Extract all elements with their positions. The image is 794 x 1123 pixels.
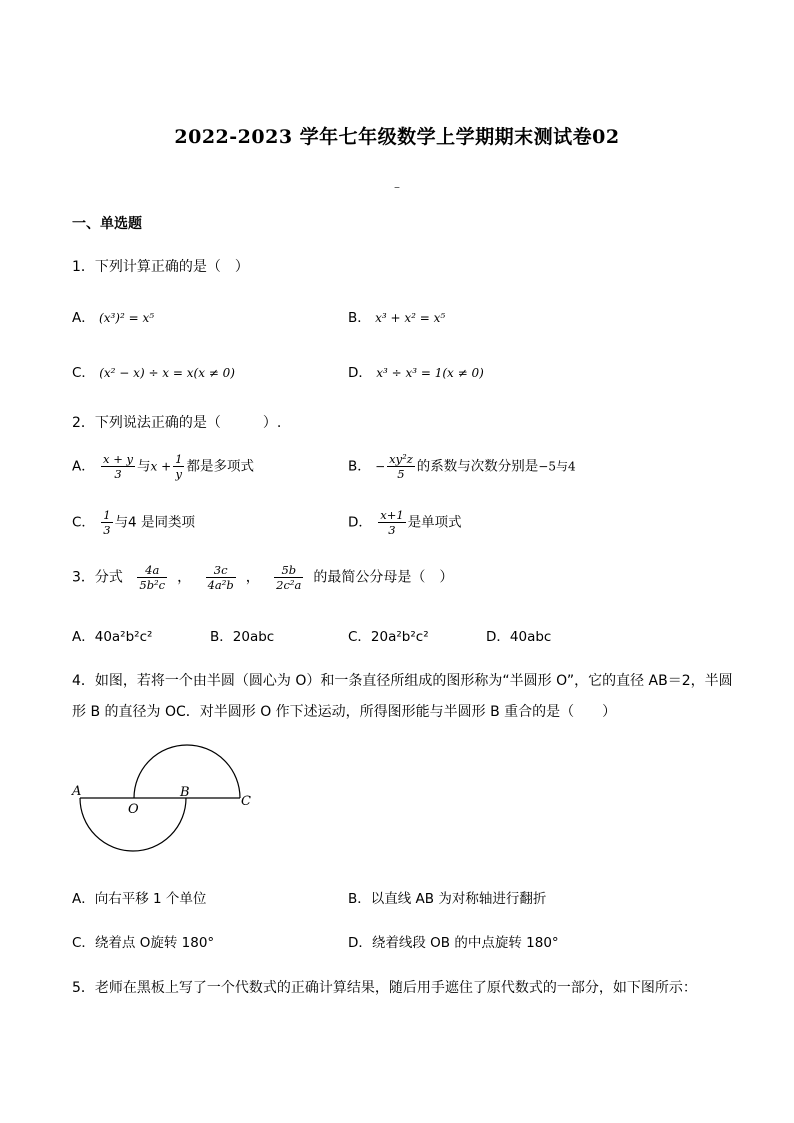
question-4-line-1: 4．如图，若将一个由半圆（圆心为 O）和一条直径所组成的图形称为“半圆形 O”，它的直径 AB＝2，半圆 [72, 673, 733, 689]
fraction: $\frac{1}{y}$ [175, 452, 183, 481]
question-1-option-b[interactable] [348, 306, 445, 326]
point-c-label: C [241, 794, 251, 809]
option-label: D． [348, 365, 372, 381]
question-2-option-c[interactable]: C． $\frac{1}{3}$ 与4 是同类项 [72, 508, 195, 537]
option-label: C． [72, 514, 95, 531]
page-title: 2022-2023 学年七年级数学上学期期末测试卷02 [174, 126, 620, 148]
semicircle-figure [60, 735, 270, 860]
option-label: B． [348, 310, 371, 326]
point-a-label: A [72, 784, 82, 799]
question-1-option-d[interactable] [348, 361, 484, 381]
question-3-stem: 3．分式 $\frac{4a}{\text{5b²c}}$ ， $\frac{3c}{\text{4a²b}}$ ， $\frac{5b}{\text{2c²a}}$ 的最简公分母是（ ） [72, 563, 454, 592]
option-label: A． [72, 458, 95, 475]
question-4-option-c[interactable]: C．绕着点 O旋转 180° [72, 935, 215, 951]
fraction: $\frac{4a}{\text{5b²c}}$ [139, 563, 166, 592]
question-2-option-b[interactable]: B． − $\frac{\text{xy²z}}{5}$ 的系数与次数分别是−5与4 [348, 452, 576, 481]
question-1-option-a[interactable] [72, 306, 154, 326]
question-3-option-c[interactable]: C．20a²b²c² [348, 629, 429, 645]
option-label: D． [348, 514, 372, 531]
question-1-option-c[interactable] [72, 361, 235, 381]
question-4-option-b[interactable]: B．以直线 AB 为对称轴进行翻折 [348, 891, 547, 907]
question-3-option-a[interactable]: A．40a²b²c² [72, 629, 153, 645]
fraction: $\frac{x+1}{3}$ [380, 508, 404, 537]
question-2-option-a[interactable]: A． $\frac{x + y}{3}$ 与x + $\frac{1}{y}$ 都是多项式 [72, 452, 254, 481]
question-4-option-a[interactable]: A．向右平移 1 个单位 [72, 891, 207, 907]
option-math: x³ ÷ x³ = 1(x ≠ 0) [376, 366, 484, 380]
option-math: (x³)² = x⁵ [99, 311, 155, 325]
question-4-line-2: 形 B 的直径为 OC．对半圆形 O 作下述运动，所得图形能与半圆形 B 重合的是（ ） [72, 704, 617, 720]
option-label: C． [72, 365, 95, 381]
option-label: B． [348, 458, 371, 475]
separator-mark: – [394, 180, 400, 194]
fraction: $\frac{1}{3}$ [103, 508, 111, 537]
question-1-stem: 1．下列计算正确的是（ ） [72, 259, 249, 275]
question-4-option-d[interactable]: D．绕着线段 OB 的中点旋转 180° [348, 935, 559, 951]
fraction: $\frac{\text{xy²z}}{5}$ [389, 452, 413, 481]
option-label: A． [72, 310, 95, 326]
option-math: (x² − x) ÷ x = x(x ≠ 0) [99, 366, 235, 380]
option-math: x³ + x² = x⁵ [375, 311, 446, 325]
point-o-label: O [128, 802, 139, 817]
fraction: $\frac{3c}{\text{4a²b}}$ [207, 563, 234, 592]
question-2-stem: 2．下列说法正确的是（ ）. [72, 415, 282, 431]
question-3-option-b[interactable]: B．20abc [210, 629, 275, 645]
fraction: $\frac{x + y}{3}$ [103, 452, 133, 481]
question-3-option-d[interactable]: D．40abc [486, 629, 552, 645]
fraction: $\frac{5b}{\text{2c²a}}$ [276, 563, 302, 592]
section-heading: 一、单选题 [72, 216, 142, 232]
point-b-label: B [180, 785, 190, 800]
question-2-option-d[interactable]: D． $\frac{x+1}{3}$ 是单项式 [348, 508, 462, 537]
question-5-stem: 5．老师在黑板上写了一个代数式的正确计算结果，随后用手遮住了原代数式的一部分，如下图所示： [72, 980, 697, 996]
